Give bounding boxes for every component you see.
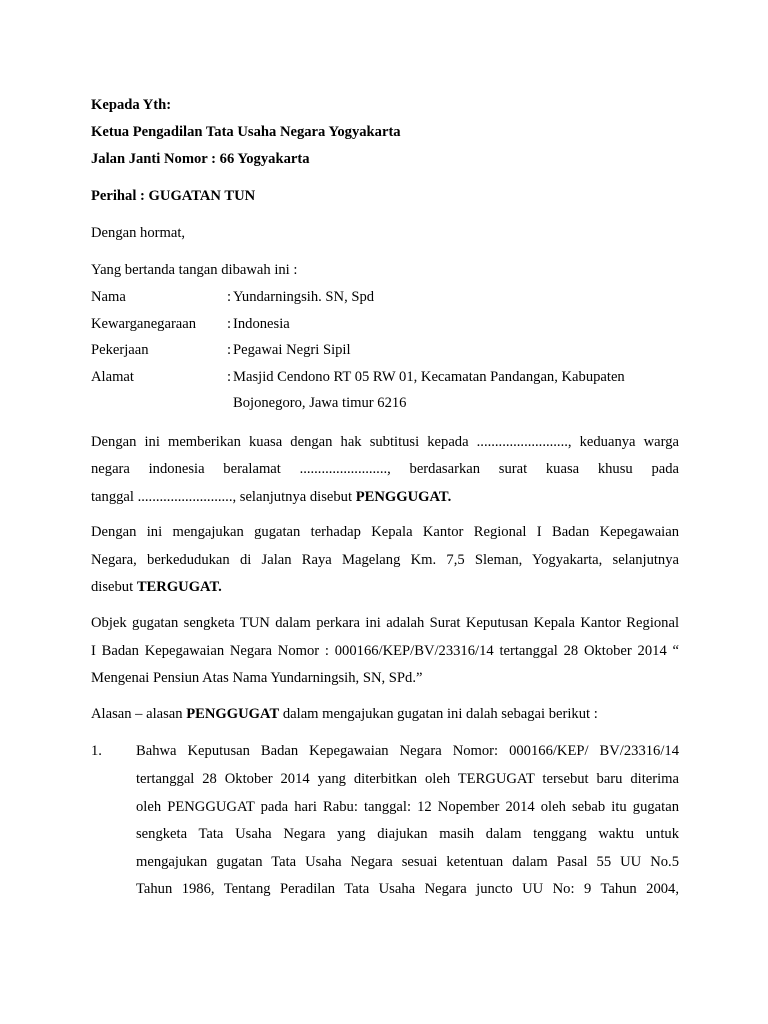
paragraph-defendant xyxy=(91,519,679,602)
paragraph-text: Alasan – alasan xyxy=(91,705,187,722)
paragraph-line: Negara, berkedudukan di Jalan Raya Magelang Km. 7,5 Sleman, Yogyakarta, selanjutnya xyxy=(91,551,679,568)
paragraph-text: dalam mengajukan gugatan ini dalah sebagai berikut : xyxy=(279,705,598,722)
paragraph-line xyxy=(91,574,679,602)
field-label: Pekerjaan xyxy=(91,342,149,358)
list-line: oleh PENGGUGAT pada hari Rabu: tanggal: 12 Nopember 2014 oleh sebab itu gugatan xyxy=(136,798,679,815)
field-value-line: Indonesia xyxy=(233,315,290,332)
field-value-line: Yundarningsih. SN, Spd xyxy=(233,289,375,305)
paragraph-line xyxy=(91,701,679,729)
field-value xyxy=(233,284,679,311)
addressee-address: Jalan Janti Nomor : 66 Yogyakarta xyxy=(91,151,310,167)
paragraph-line: Mengenai Pensiun Atas Nama Yundarningsih, SN, SPd.” xyxy=(91,670,423,687)
field-label: Alamat xyxy=(91,368,134,385)
field-value-line: Bojonegoro, Jawa timur 6216 xyxy=(233,395,407,411)
field-value xyxy=(233,311,679,338)
subject-line: Perihal : GUGATAN TUN xyxy=(91,188,256,204)
paragraph-line: Dengan ini mengajukan gugatan terhadap Kepala Kantor Regional I Badan Kepegawaian xyxy=(91,524,679,541)
list-line: Tahun 1986, Tentang Peradilan Tata Usaha Negara juncto UU No: 9 Tahun 2004, xyxy=(136,881,679,898)
paragraph-power-of-attorney xyxy=(91,429,679,512)
addressee-recipient: Ketua Pengadilan Tata Usaha Negara Yogyakarta xyxy=(91,124,401,140)
field-value-line: Pegawai Negri Sipil xyxy=(233,342,351,358)
paragraph-line: I Badan Kepegawaian Negara Nomor : 000166/KEP/BV/23316/14 tertanggal 28 Oktober 2014 “ xyxy=(91,642,679,659)
paragraph-text: tanggal .........................., selanjutnya disebut xyxy=(91,488,356,505)
plaintiff-term: PENGGUGAT xyxy=(186,705,280,722)
reasons-list xyxy=(91,738,679,904)
list-number: 1. xyxy=(91,743,102,760)
field-colon: : xyxy=(227,289,232,305)
paragraph-line: Dengan ini memberikan kuasa dengan hak subtitusi kepada ........................., keduanya warga xyxy=(91,433,679,450)
intro-line: Yang bertanda tangan dibawah ini : xyxy=(91,262,298,278)
paragraph-line: negara indonesia beralamat ........................, berdasarkan surat kuasa khusu pada xyxy=(91,461,679,478)
addressee-salutation: Kepada Yth: xyxy=(91,97,172,113)
list-line: mengajukan gugatan Tata Usaha Negara sesuai ketentuan dalam Pasal 55 UU No.5 xyxy=(136,853,679,870)
list-line: sengketa Tata Usaha Negara yang diajukan masih dalam tenggang waktu untuk xyxy=(136,826,679,843)
field-value xyxy=(233,364,679,417)
paragraph-reasons-intro xyxy=(91,701,679,729)
greeting: Dengan hormat, xyxy=(91,225,186,241)
field-row-alamat xyxy=(91,364,679,417)
list-line: Bahwa Keputusan Badan Kepegawaian Negara Nomor: 000166/KEP/ BV/23316/14 xyxy=(136,743,679,760)
letter-body xyxy=(91,92,679,904)
field-value xyxy=(233,337,679,364)
plaintiff-term: PENGGUGAT. xyxy=(355,488,452,505)
field-label: Kewarganegaraan xyxy=(91,315,197,332)
paragraph-line: Objek gugatan sengketa TUN dalam perkara ini adalah Surat Keputusan Kepala Kantor Regional xyxy=(91,615,679,632)
identity-fields xyxy=(91,284,679,417)
paragraph-line xyxy=(91,484,679,512)
list-text xyxy=(136,738,679,904)
paragraph-text: disebut xyxy=(91,579,137,596)
field-row-nama xyxy=(91,284,679,311)
field-row-pekerjaan xyxy=(91,337,679,364)
field-row-kewarganegaraan xyxy=(91,311,679,338)
list-item xyxy=(91,738,679,904)
defendant-term: TERGUGAT. xyxy=(136,579,222,596)
field-colon: : xyxy=(227,368,232,385)
field-colon: : xyxy=(227,315,232,332)
field-value-line: Masjid Cendono RT 05 RW 01, Kecamatan Pandangan, Kabupaten xyxy=(233,368,625,385)
field-label: Nama xyxy=(91,289,126,305)
list-line: tertanggal 28 Oktober 2014 yang diterbitkan oleh TERGUGAT tersebut baru diterima xyxy=(136,771,679,788)
field-colon: : xyxy=(227,342,232,358)
paragraph-object xyxy=(91,610,679,693)
